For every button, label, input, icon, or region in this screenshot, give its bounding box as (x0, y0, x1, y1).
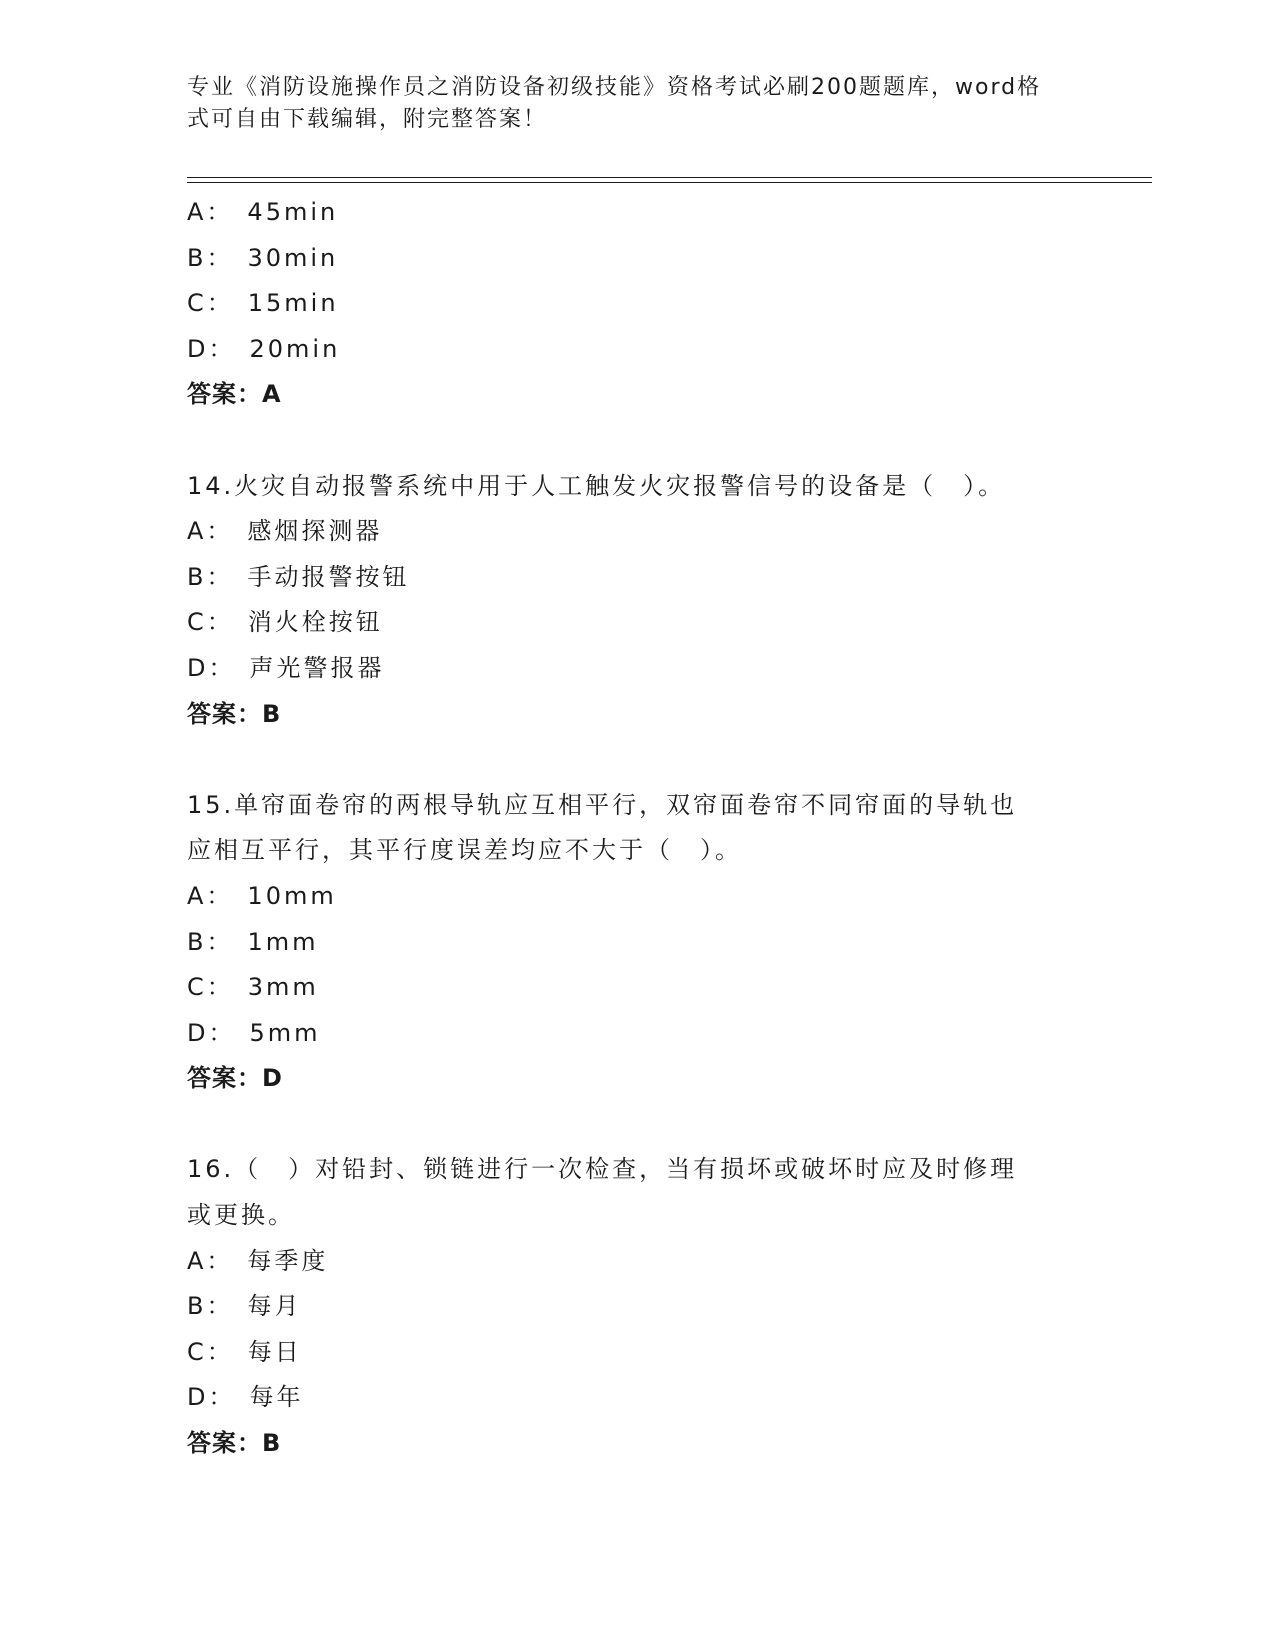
question-16 (187, 1147, 1087, 1466)
header-line-2: 式可自由下载编辑，附完整答案！ (187, 107, 548, 132)
answer: 答案：B (187, 1429, 282, 1458)
option-b: B： 30min (187, 243, 339, 272)
option-a: A： 每季度 (187, 1246, 329, 1275)
option-b: B： 1mm (187, 927, 319, 956)
header-rule-bottom (187, 182, 1152, 183)
option-a: A： 感烟探测器 (187, 517, 383, 546)
option-b: B： 手动报警按钮 (187, 562, 410, 591)
option-c: C： 15min (187, 289, 339, 318)
question-stem-line-2: 或更换。 (187, 1201, 295, 1230)
question-13 (187, 190, 1087, 418)
option-a: A： 10mm (187, 881, 337, 910)
option-c: C： 消火栓按钮 (187, 608, 383, 637)
option-d: D： 每年 (187, 1383, 304, 1412)
question-stem: 14.火灾自动报警系统中用于人工触发火灾报警信号的设备是（ ）。 (187, 471, 1006, 500)
answer: 答案：D (187, 1064, 283, 1093)
question-14 (187, 464, 1087, 738)
question-stem-line-2: 应相互平行，其平行度误差均应不大于（ ）。 (187, 836, 742, 865)
question-stem-line-1: 15.单帘面卷帘的两根导轨应互相平行，双帘面卷帘不同帘面的导轨也 (187, 790, 1018, 819)
option-d: D： 声光警报器 (187, 653, 385, 682)
document-header (187, 72, 1067, 136)
option-c: C： 3mm (187, 973, 319, 1002)
option-a: A： 45min (187, 198, 339, 226)
question-15 (187, 783, 1087, 1102)
option-b: B： 每月 (187, 1292, 302, 1321)
answer: 答案：B (187, 699, 282, 728)
option-c: C： 每日 (187, 1337, 302, 1366)
option-d: D： 5mm (187, 1018, 321, 1047)
question-list (187, 190, 1087, 1467)
header-rule-top (187, 177, 1152, 178)
answer: 答案：A (187, 380, 282, 409)
question-stem-line-1: 16.（ ）对铅封、锁链进行一次检查，当有损坏或破坏时应及时修理 (187, 1155, 1018, 1184)
header-line-1: 专业《消防设施操作员之消防设备初级技能》资格考试必刷200题题库，word格 (187, 75, 1042, 100)
option-d: D： 20min (187, 334, 341, 363)
